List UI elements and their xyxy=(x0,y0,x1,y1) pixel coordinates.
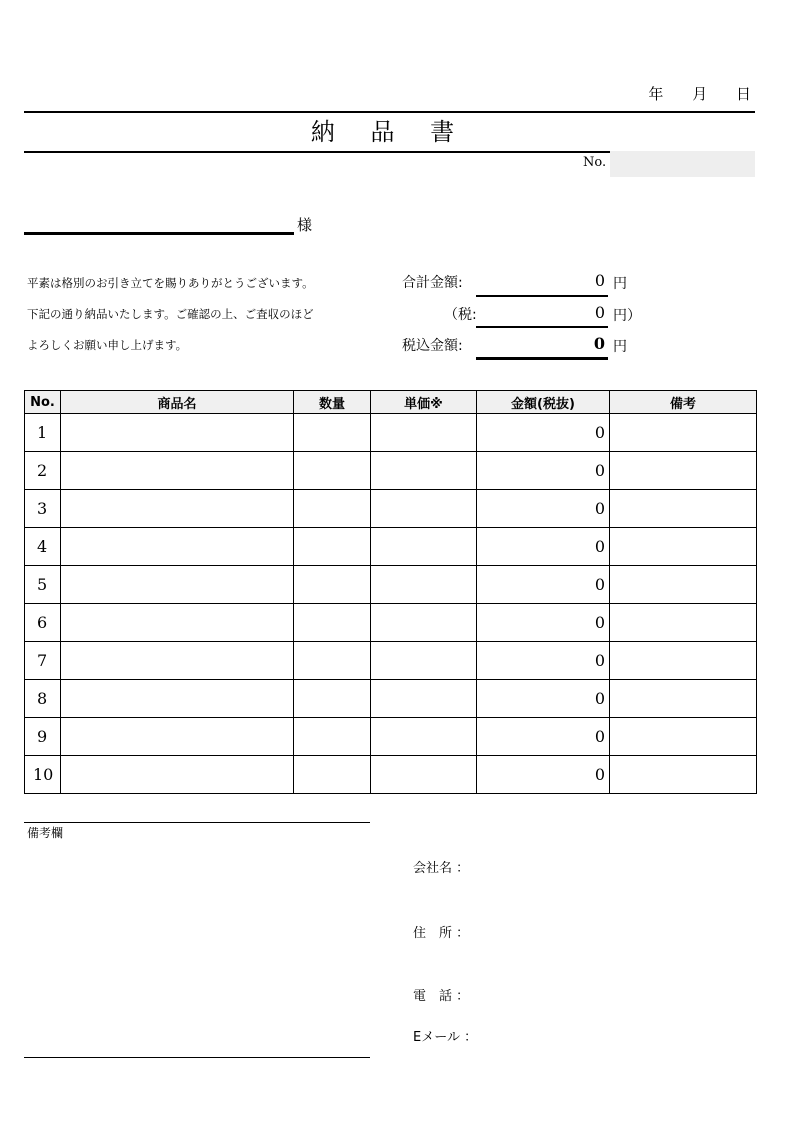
table-header-row xyxy=(25,391,757,414)
remarks-cell[interactable] xyxy=(610,718,757,756)
row-number: 7 xyxy=(25,642,61,680)
amount-cell: 0 xyxy=(477,528,610,566)
doc-number-label: No. xyxy=(583,155,607,170)
row-number: 2 xyxy=(25,452,61,490)
table-row xyxy=(25,414,757,452)
product-cell[interactable] xyxy=(61,566,294,604)
remarks-cell[interactable] xyxy=(610,490,757,528)
quantity-cell[interactable] xyxy=(294,718,371,756)
unit-price-cell[interactable] xyxy=(371,680,477,718)
header-no: No. xyxy=(25,391,61,414)
day-label: 日 xyxy=(735,85,752,103)
date-fields xyxy=(626,83,752,104)
product-cell[interactable] xyxy=(61,528,294,566)
product-cell[interactable] xyxy=(61,452,294,490)
unit-price-cell[interactable] xyxy=(371,528,477,566)
product-cell[interactable] xyxy=(61,414,294,452)
quantity-cell[interactable] xyxy=(294,490,371,528)
product-cell[interactable] xyxy=(61,718,294,756)
table-row xyxy=(25,718,757,756)
header-quantity: 数量 xyxy=(294,391,371,414)
amount-cell: 0 xyxy=(477,566,610,604)
unit-price-cell[interactable] xyxy=(371,490,477,528)
table-row xyxy=(25,490,757,528)
message-line-3: よろしくお願い申し上げます。 xyxy=(27,338,188,352)
amount-cell: 0 xyxy=(477,604,610,642)
unit-price-cell[interactable] xyxy=(371,756,477,794)
address-label: 住 所 ： xyxy=(413,926,470,941)
unit-price-cell[interactable] xyxy=(371,414,477,452)
remarks-cell[interactable] xyxy=(610,642,757,680)
unit-price-cell[interactable] xyxy=(371,642,477,680)
quantity-cell[interactable] xyxy=(294,566,371,604)
product-cell[interactable] xyxy=(61,604,294,642)
header-amount: 金額(税抜) xyxy=(477,391,610,414)
amount-cell: 0 xyxy=(477,680,610,718)
table-row xyxy=(25,528,757,566)
amount-cell: 0 xyxy=(477,452,610,490)
remarks-cell[interactable] xyxy=(610,680,757,718)
year-label: 年 xyxy=(648,85,665,103)
total-underline xyxy=(476,295,608,297)
title-bar xyxy=(24,111,755,153)
quantity-cell[interactable] xyxy=(294,528,371,566)
tax-value: 0 xyxy=(594,303,605,322)
total-yen: 円 xyxy=(613,276,627,292)
amount-cell: 0 xyxy=(477,718,610,756)
remarks-field[interactable] xyxy=(24,830,370,1056)
product-cell[interactable] xyxy=(61,490,294,528)
remarks-cell[interactable] xyxy=(610,528,757,566)
row-number: 8 xyxy=(25,680,61,718)
remarks-cell[interactable] xyxy=(610,604,757,642)
unit-price-cell[interactable] xyxy=(371,604,477,642)
unit-price-cell[interactable] xyxy=(371,718,477,756)
quantity-cell[interactable] xyxy=(294,756,371,794)
row-number: 1 xyxy=(25,414,61,452)
table-row xyxy=(25,566,757,604)
doc-number-field[interactable] xyxy=(610,151,755,177)
remarks-cell[interactable] xyxy=(610,566,757,604)
grand-total-label: 税込金額: xyxy=(402,338,463,354)
row-number: 4 xyxy=(25,528,61,566)
amount-cell: 0 xyxy=(477,414,610,452)
amount-cell: 0 xyxy=(477,756,610,794)
honorific-label: 様 xyxy=(297,216,313,234)
row-number: 9 xyxy=(25,718,61,756)
table-row xyxy=(25,680,757,718)
grand-total-value: 0 xyxy=(593,334,605,353)
remarks-cell[interactable] xyxy=(610,414,757,452)
product-cell[interactable] xyxy=(61,680,294,718)
row-number: 10 xyxy=(25,756,61,794)
quantity-cell[interactable] xyxy=(294,642,371,680)
table-row xyxy=(25,452,757,490)
header-remarks: 備考 xyxy=(610,391,757,414)
items-table xyxy=(24,390,757,794)
unit-price-cell[interactable] xyxy=(371,452,477,490)
message-line-1: 平素は格別のお引き立てを賜りありがとうございます。 xyxy=(27,276,314,290)
row-number: 3 xyxy=(25,490,61,528)
remarks-top-line xyxy=(24,822,370,823)
month-label: 月 xyxy=(692,85,709,103)
quantity-cell[interactable] xyxy=(294,452,371,490)
header-product: 商品名 xyxy=(61,391,294,414)
quantity-cell[interactable] xyxy=(294,680,371,718)
remarks-bottom-line xyxy=(24,1057,370,1058)
table-row xyxy=(25,642,757,680)
quantity-cell[interactable] xyxy=(294,414,371,452)
total-value: 0 xyxy=(594,271,605,290)
page-title: 納 品 書 xyxy=(310,118,469,146)
amount-cell: 0 xyxy=(477,642,610,680)
amount-cell: 0 xyxy=(477,490,610,528)
row-number: 6 xyxy=(25,604,61,642)
tax-underline xyxy=(476,326,608,328)
grand-total-yen: 円 xyxy=(613,339,627,355)
product-cell[interactable] xyxy=(61,756,294,794)
tax-label: （税: xyxy=(444,307,477,323)
recipient-field[interactable] xyxy=(24,232,294,235)
table-row xyxy=(25,756,757,794)
unit-price-cell[interactable] xyxy=(371,566,477,604)
total-label: 合計金額: xyxy=(402,275,463,291)
email-label: Eメール ： xyxy=(413,1030,478,1045)
table-row xyxy=(25,604,757,642)
remarks-label: 備考欄 xyxy=(27,826,64,840)
company-name-label: 会社名 ： xyxy=(413,861,470,876)
header-unit-price: 単価※ xyxy=(371,391,477,414)
row-number: 5 xyxy=(25,566,61,604)
product-cell[interactable] xyxy=(61,642,294,680)
phone-label: 電 話 ： xyxy=(413,989,470,1004)
message-line-2: 下記の通り納品いたします。ご確認の上、ご査収のほど xyxy=(27,307,314,321)
quantity-cell[interactable] xyxy=(294,604,371,642)
remarks-cell[interactable] xyxy=(610,756,757,794)
grand-total-underline xyxy=(476,357,608,360)
tax-yen: 円） xyxy=(613,308,641,324)
remarks-cell[interactable] xyxy=(610,452,757,490)
